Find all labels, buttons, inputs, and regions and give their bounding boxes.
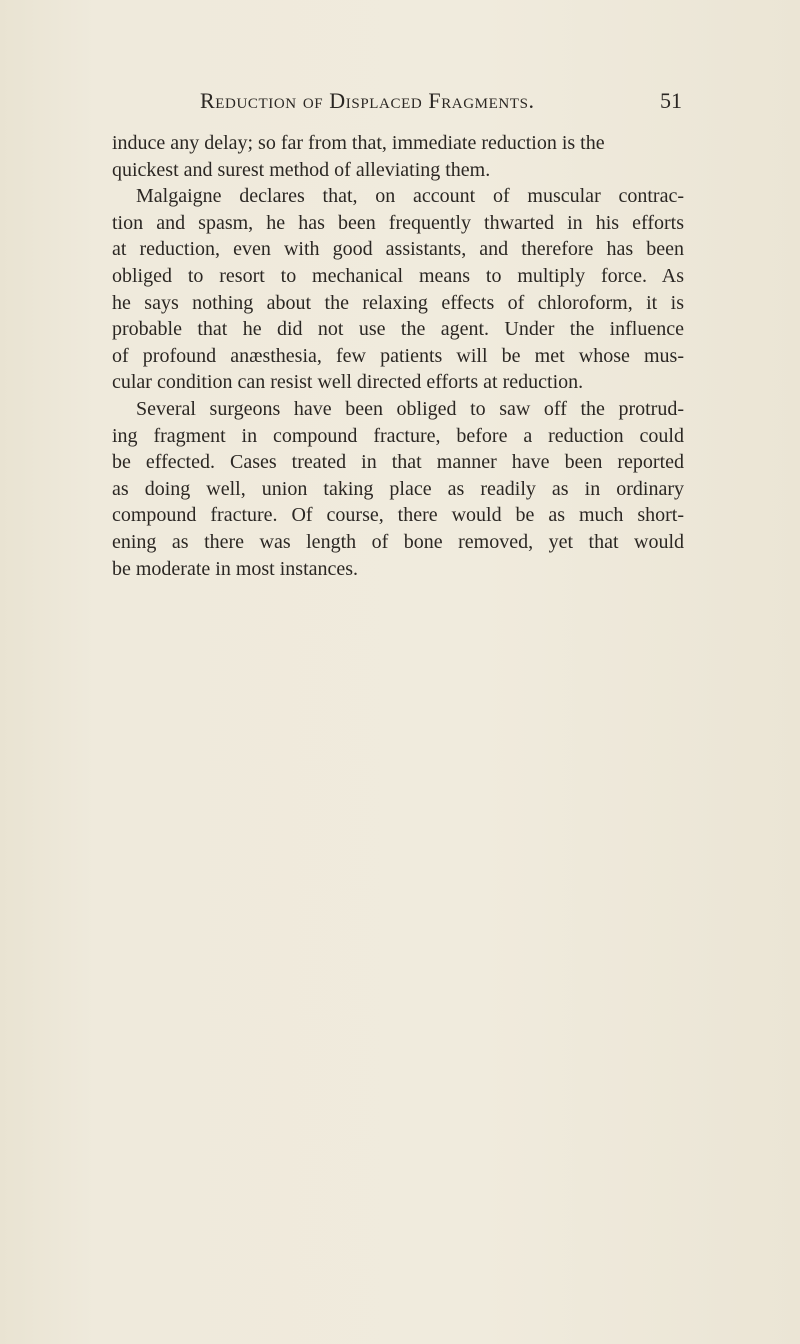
text-line: obliged to resort to mechanical means to multiply force. As — [112, 264, 684, 287]
text-line: cular condition can resist well directed efforts at reduction. — [112, 371, 584, 394]
text-line: quickest and surest method of alleviating them. — [112, 158, 491, 181]
running-title: Reduction of Displaced Fragments. — [200, 88, 535, 113]
text-line: be moderate in most instances. — [112, 557, 359, 580]
text-line: ening as there was length of bone removed, yet that would — [112, 530, 684, 553]
text-line: at reduction, even with good assistants, and therefore has been — [112, 238, 684, 261]
text-line: probable that he did not use the agent. Under the influence — [112, 318, 684, 341]
text-line: of profound anæsthesia, few patients will be met whose mus- — [112, 344, 684, 367]
text-line: induce any delay; so far from that, immediate reduction is the — [112, 132, 605, 154]
text-line: compound fracture. Of course, there would be as much short- — [112, 504, 684, 527]
text-line: be effected. Cases treated in that manner have been reported — [112, 451, 684, 474]
running-head — [150, 86, 682, 116]
page-number: 51 — [660, 88, 682, 113]
text-line: Several surgeons have been obliged to saw off the protrud- — [136, 397, 684, 420]
text-line: as doing well, union taking place as readily as in ordinary — [112, 477, 684, 500]
text-line: ing fragment in compound fracture, before a reduction could — [112, 424, 684, 447]
text-line: he says nothing about the relaxing effects of chloroform, it is — [112, 291, 684, 314]
text-line: tion and spasm, he has been frequently thwarted in his efforts — [112, 211, 684, 234]
text-line: Malgaigne declares that, on account of muscular contrac- — [136, 185, 684, 208]
body-text — [112, 130, 684, 582]
